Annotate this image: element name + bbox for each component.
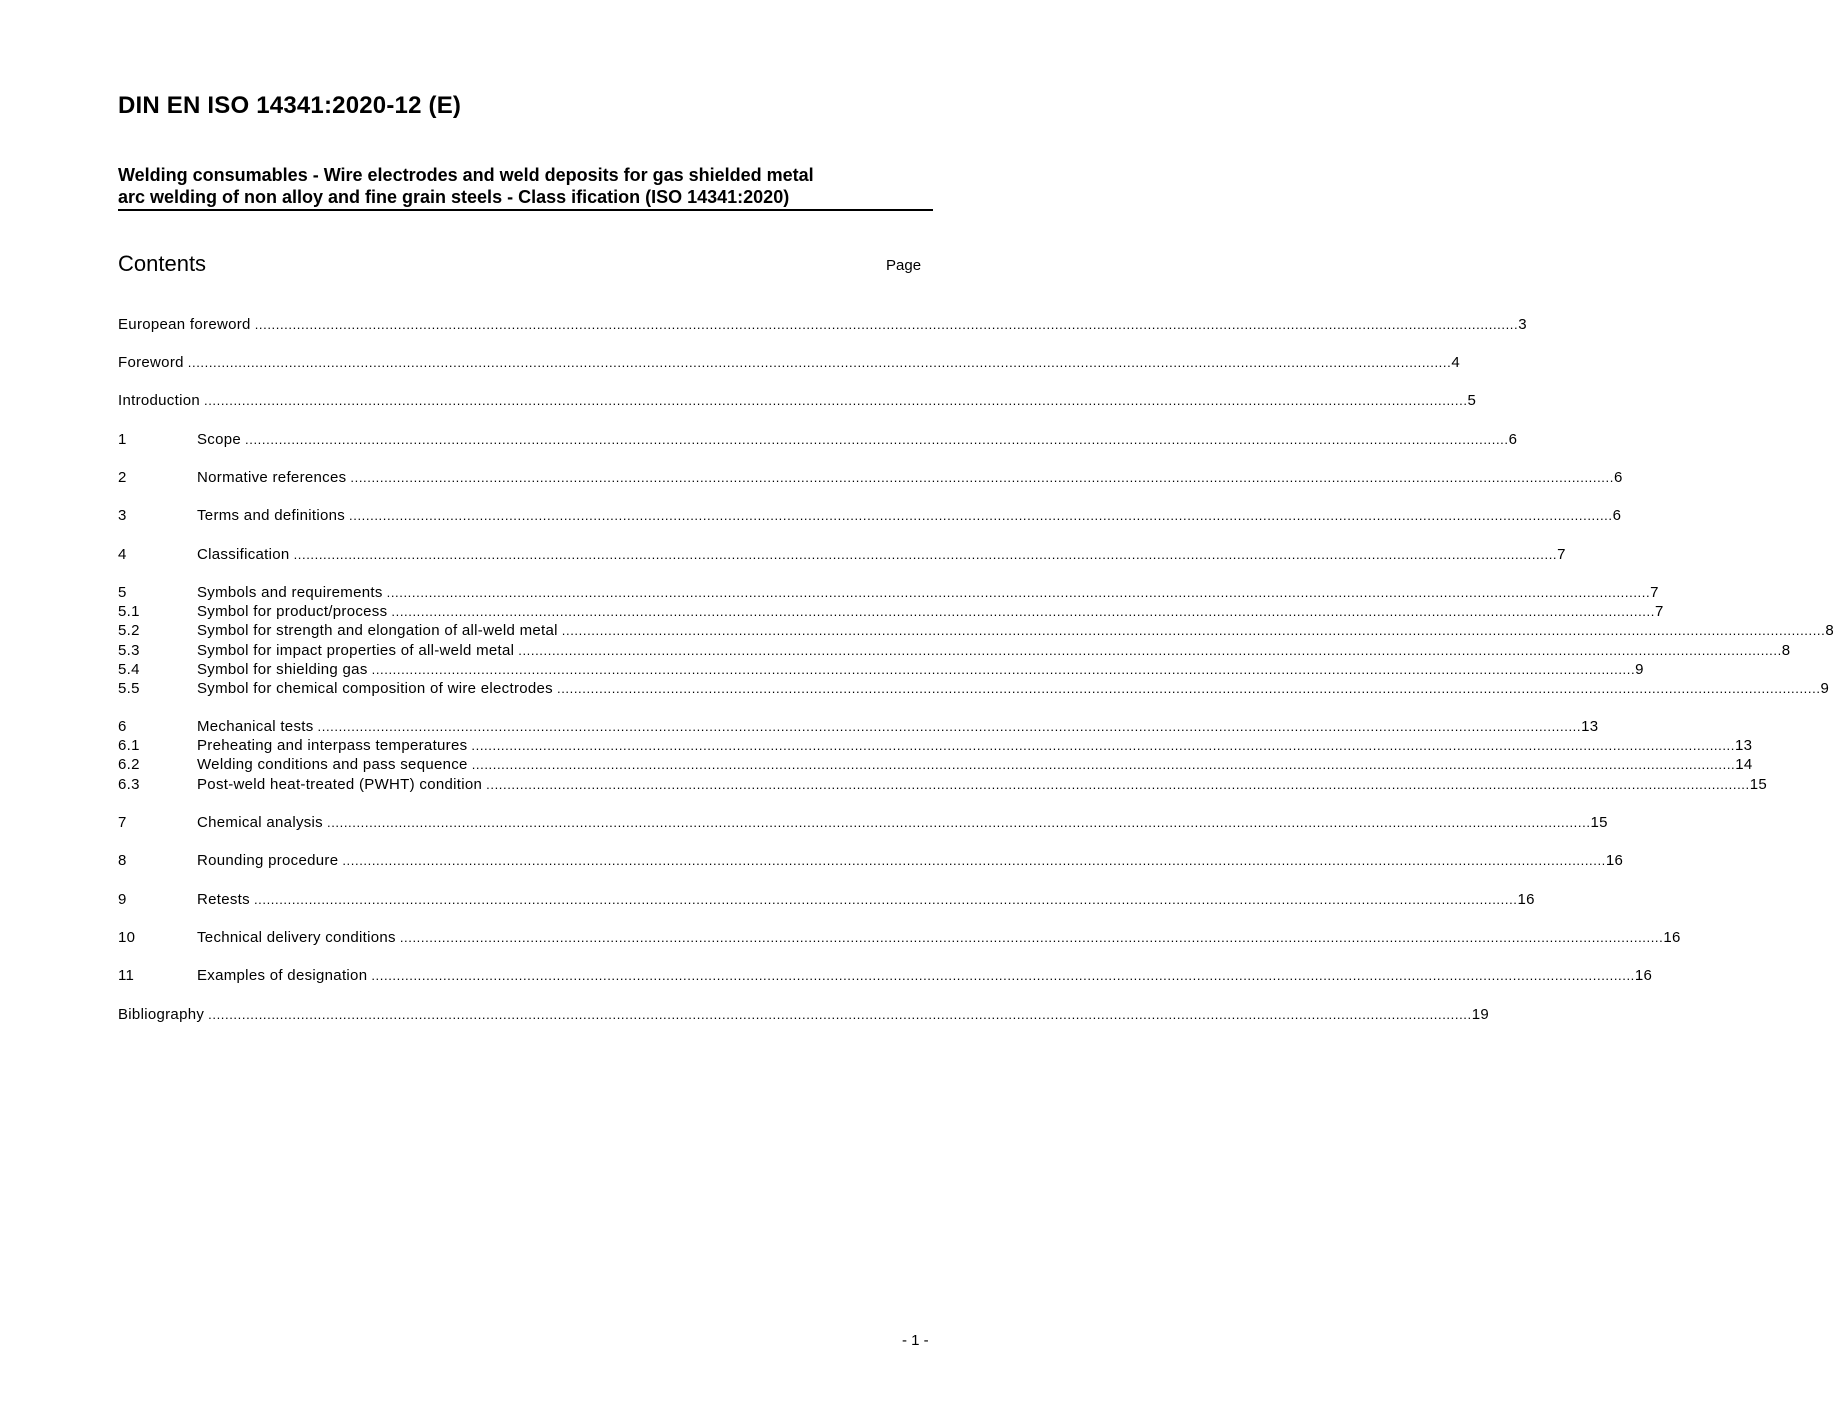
toc-entry[interactable]: [118, 813, 1608, 833]
toc-entry-page: 3: [1518, 316, 1527, 333]
toc-entry-title: Preheating and interpass temperatures: [197, 737, 468, 754]
toc-entry-page: 6: [1612, 507, 1622, 524]
toc-entry-number: 10: [118, 929, 136, 946]
toc-entry[interactable]: [118, 928, 1681, 948]
subtitle-line-2: arc welding of non alloy and fine grain steels - Class ification (ISO 14341:2020): [118, 187, 790, 207]
toc-entry-page: 7: [1654, 603, 1664, 620]
toc-leader-dots: ............................................................................................................................................................................................................................................................................................................: [471, 757, 1736, 772]
toc-entry-page: 15: [1590, 814, 1608, 831]
toc-entry-number: 1: [118, 431, 127, 448]
toc-leader-dots: ............................................................................................................................................................................................................................................................................................................: [349, 508, 1613, 523]
toc-entry-number: 5.3: [118, 642, 140, 659]
toc-entry-number: 8: [118, 852, 127, 869]
toc-entry-title: Bibliography: [118, 1006, 205, 1023]
toc-entry-title: European foreword: [118, 316, 251, 333]
toc-entry[interactable]: [118, 353, 1460, 373]
toc-leader-dots: ............................................................................................................................................................................................................................................................................................................: [342, 853, 1606, 868]
toc-entry-page: 9: [1635, 661, 1644, 678]
toc-entry[interactable]: [118, 315, 1527, 335]
toc-entry-number: 6.1: [118, 737, 140, 754]
toc-entry[interactable]: [118, 736, 1753, 756]
toc-entry-number: 7: [118, 814, 127, 831]
toc-entry-title: Symbol for product/process: [197, 603, 388, 620]
toc-entry-number: 5: [118, 584, 127, 601]
toc-entry[interactable]: [118, 468, 1623, 488]
toc-entry-page: 13: [1734, 737, 1753, 754]
toc-leader-dots: ............................................................................................................................................................................................................................................................................................................: [556, 681, 1821, 696]
toc-entry-title: Scope: [197, 431, 242, 448]
toc-leader-dots: ............................................................................................................................................................................................................................................................................................................: [371, 662, 1636, 677]
toc-entry[interactable]: [118, 430, 1518, 450]
toc-entry[interactable]: [118, 545, 1566, 565]
toc-entry-title: Technical delivery conditions: [197, 929, 396, 946]
toc-leader-dots: ............................................................................................................................................................................................................................................................................................................: [350, 470, 1614, 485]
toc-entry-title: Terms and definitions: [197, 507, 346, 524]
toc-entry-number: 5.2: [118, 622, 140, 639]
toc-entry-number: 5.5: [118, 680, 140, 697]
toc-entry[interactable]: [118, 966, 1653, 986]
toc-entry-title: Examples of designation: [197, 967, 368, 984]
toc-entry-title: Classification: [197, 546, 290, 563]
toc-leader-dots: ............................................................................................................................................................................................................................................................................................................: [391, 604, 1655, 619]
toc-entry-page: 9: [1820, 680, 1830, 697]
toc-entry[interactable]: [118, 851, 1624, 871]
toc-leader-dots: ............................................................................................................................................................................................................................................................................................................: [371, 968, 1635, 983]
toc-entry-page: 8: [1781, 642, 1791, 659]
toc-entry[interactable]: [118, 641, 1791, 661]
toc-entry-page: 8: [1825, 622, 1834, 639]
toc-leader-dots: ............................................................................................................................................................................................................................................................................................................: [245, 432, 1509, 447]
toc-entry-page: 7: [1650, 584, 1659, 601]
toc-leader-dots: ............................................................................................................................................................................................................................................................................................................: [518, 643, 1782, 658]
toc-entry-number: 9: [118, 891, 127, 908]
toc-entry-title: Foreword: [118, 354, 184, 371]
toc-entry-number: 2: [118, 469, 127, 486]
toc-entry-title: Introduction: [118, 392, 200, 409]
toc-entry-title: Welding conditions and pass sequence: [197, 756, 468, 773]
document-subtitle: [118, 164, 933, 211]
toc-entry-page: 14: [1735, 756, 1753, 773]
toc-entry-title: Chemical analysis: [197, 814, 323, 831]
toc-entry-title: Symbol for strength and elongation of all-weld metal: [197, 622, 558, 639]
page-column-heading: Page: [886, 257, 922, 274]
toc-entry-title: Symbols and requirements: [197, 584, 383, 601]
toc-entry-page: 13: [1581, 718, 1599, 735]
toc-entry[interactable]: [118, 621, 1834, 641]
toc-entry-page: 16: [1663, 929, 1681, 946]
toc-leader-dots: ............................................................................................................................................................................................................................................................................................................: [208, 1007, 1472, 1022]
toc-entry-number: 5.1: [118, 603, 140, 620]
toc-entry-number: 3: [118, 507, 127, 524]
toc-entry-number: 5.4: [118, 661, 140, 678]
document-id: DIN EN ISO 14341:2020-12 (E): [118, 92, 462, 119]
toc-entry[interactable]: [118, 717, 1599, 737]
toc-entry-title: Mechanical tests: [197, 718, 314, 735]
toc-leader-dots: ............................................................................................................................................................................................................................................................................................................: [399, 930, 1664, 945]
toc-entry-number: 4: [118, 546, 127, 563]
toc-leader-dots: ............................................................................................................................................................................................................................................................................................................: [187, 355, 1452, 370]
toc-entry-page: 5: [1467, 392, 1477, 409]
toc-leader-dots: ............................................................................................................................................................................................................................................................................................................: [254, 317, 1519, 332]
toc-entry-page: 16: [1605, 852, 1624, 869]
toc-entry-number: 6.2: [118, 756, 140, 773]
page-number: - 1 -: [902, 1332, 929, 1349]
toc-entry-number: 6: [118, 718, 127, 735]
toc-entry[interactable]: [118, 755, 1753, 775]
toc-leader-dots: ............................................................................................................................................................................................................................................................................................................: [293, 547, 1558, 562]
toc-entry-title: Symbol for shielding gas: [197, 661, 368, 678]
toc-entry-title: Normative references: [197, 469, 347, 486]
toc-entry[interactable]: [118, 602, 1664, 622]
toc-entry-page: 6: [1508, 431, 1518, 448]
toc-entry-title: Retests: [197, 891, 250, 908]
toc-leader-dots: ............................................................................................................................................................................................................................................................................................................: [317, 719, 1582, 734]
toc-entry[interactable]: [118, 660, 1644, 680]
toc-entry[interactable]: [118, 391, 1477, 411]
toc-leader-dots: ............................................................................................................................................................................................................................................................................................................: [326, 815, 1591, 830]
toc-leader-dots: ............................................................................................................................................................................................................................................................................................................: [203, 393, 1468, 408]
contents-heading: Contents: [118, 251, 207, 276]
toc-entry-page: 16: [1517, 891, 1535, 908]
toc-leader-dots: ............................................................................................................................................................................................................................................................................................................: [386, 585, 1651, 600]
toc-entry-number: 11: [118, 967, 135, 984]
toc-entry-title: Rounding procedure: [197, 852, 339, 869]
toc-entry-title: Symbol for impact properties of all-weld metal: [197, 642, 515, 659]
toc-leader-dots: ............................................................................................................................................................................................................................................................................................................: [471, 738, 1735, 753]
toc-entry-title: Symbol for chemical composition of wire electrodes: [197, 680, 553, 697]
toc-entry-page: 7: [1557, 546, 1566, 563]
toc-leader-dots: ............................................................................................................................................................................................................................................................................................................: [253, 892, 1518, 907]
toc-entry[interactable]: [118, 775, 1767, 795]
toc-leader-dots: ............................................................................................................................................................................................................................................................................................................: [561, 623, 1826, 638]
toc-entry[interactable]: [118, 1005, 1489, 1025]
toc-entry[interactable]: [118, 679, 1830, 699]
toc-entry[interactable]: [118, 506, 1622, 526]
toc-entry-page: 4: [1451, 354, 1460, 371]
toc-entry[interactable]: [118, 583, 1659, 603]
toc-entry[interactable]: [118, 890, 1535, 910]
toc-entry-page: 16: [1634, 967, 1653, 984]
subtitle-line-1: Welding consumables - Wire electrodes and weld deposits for gas shielded metal: [118, 165, 814, 185]
toc-leader-dots: ............................................................................................................................................................................................................................................................................................................: [486, 777, 1750, 792]
toc-entry-page: 6: [1613, 469, 1623, 486]
toc-entry-title: Post-weld heat-treated (PWHT) condition: [197, 776, 483, 793]
toc-entry-page: 19: [1471, 1006, 1489, 1023]
toc-entry-page: 15: [1749, 776, 1767, 793]
toc-entry-number: 6.3: [118, 776, 140, 793]
